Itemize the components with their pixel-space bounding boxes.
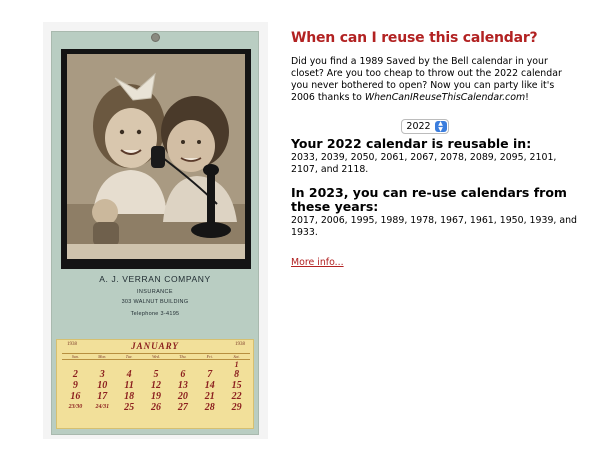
date-cell: 24/31	[95, 404, 110, 410]
day-header: Thu.	[169, 354, 196, 360]
date-cell: 1	[234, 360, 239, 369]
first-row-cell	[196, 360, 223, 369]
intro-text: Did you find a 1989 Saved by the Bell calendar in your closet? Are you too cheap to throw out the 2022 calendar you never bothered to open? Now you can party like it's 2006 thanks to	[291, 56, 562, 103]
calendar-card	[51, 31, 259, 435]
year-select-row	[291, 114, 559, 134]
date-cell: 9	[72, 380, 78, 391]
year-select[interactable]	[401, 119, 448, 134]
intro-text-end: !	[525, 92, 529, 103]
date-cell: 15	[231, 380, 242, 391]
more-info-link[interactable]: More info...	[291, 257, 344, 268]
date-cell: 27	[177, 402, 188, 413]
day-header: Sat.	[223, 354, 250, 360]
year-select-value: 2022	[406, 121, 431, 132]
day-header: Mon.	[89, 354, 116, 360]
company-telephone: Telephone 3-4195	[130, 311, 180, 317]
calendar-grid	[62, 353, 250, 428]
date-cell: 14	[204, 380, 215, 391]
first-row-cell	[62, 360, 89, 369]
date-cell: 26	[150, 402, 161, 413]
company-type: INSURANCE	[137, 289, 173, 295]
first-row-cell	[116, 360, 143, 369]
reuse-from-heading: In 2023, you can re-use calendars from these years:	[291, 185, 567, 214]
photo-illustration	[67, 54, 245, 259]
date-cell: 22	[231, 391, 242, 402]
date-cell: 5	[153, 369, 159, 380]
date-cell: 19	[150, 391, 161, 402]
vintage-photo-children-telephone	[67, 54, 245, 259]
company-name: A. J. VERRAN COMPANY	[99, 274, 211, 284]
photo-frame	[61, 49, 251, 269]
date-cell: 2	[72, 369, 78, 380]
first-row-cell	[89, 360, 116, 369]
calendar-year-right: 1938	[235, 342, 245, 347]
day-header: Tue.	[116, 354, 143, 360]
reusable-years: 2033, 2039, 2050, 2061, 2067, 2078, 2089, 2095, 2101, 2107, and 2118.	[291, 152, 557, 175]
page-title: When can I reuse this calendar?	[291, 30, 538, 46]
date-cell: 8	[234, 369, 240, 380]
date-cell: 16	[70, 391, 81, 402]
intro-site-name: WhenCanIReuseThisCalendar.com	[364, 92, 526, 103]
main-content	[291, 30, 581, 269]
calendar-year-left: 1938	[67, 342, 77, 347]
date-cell: 10	[97, 380, 108, 391]
calendar-pad	[56, 339, 254, 429]
calendar-month: JANUARY	[131, 341, 179, 351]
calendar-photo	[43, 22, 268, 439]
date-cell: 7	[207, 369, 213, 380]
date-cell: 17	[97, 391, 108, 402]
date-cell: 4	[126, 369, 132, 380]
company-address: 303 WALNUT BUILDING	[121, 299, 189, 305]
date-cell: 25	[124, 402, 135, 413]
date-cell: 13	[177, 380, 188, 391]
date-cell: 28	[204, 402, 215, 413]
day-header: Wed.	[143, 354, 170, 360]
first-row-cell	[169, 360, 196, 369]
date-cell: 21	[204, 391, 215, 402]
company-imprint	[52, 274, 258, 317]
date-cell: 20	[177, 391, 188, 402]
intro-paragraph	[291, 56, 581, 104]
select-arrows-icon: ▲ ▼	[435, 121, 447, 132]
date-cell: 18	[124, 391, 135, 402]
date-cell: 12	[150, 380, 161, 391]
date-cell: 29	[231, 402, 242, 413]
day-header: Sun.	[62, 354, 89, 360]
date-cell: 6	[180, 369, 186, 380]
hanging-hole	[151, 33, 160, 42]
date-cell: 3	[99, 369, 105, 380]
first-row-cell	[143, 360, 170, 369]
day-header: Fri.	[196, 354, 223, 360]
date-cell: 23/30	[68, 404, 83, 410]
reusable-heading: Your 2022 calendar is reusable in:	[291, 136, 532, 151]
date-cell: 11	[124, 380, 134, 391]
reuse-from-years: 2017, 2006, 1995, 1989, 1978, 1967, 1961, 1950, 1939, and 1933.	[291, 215, 578, 238]
